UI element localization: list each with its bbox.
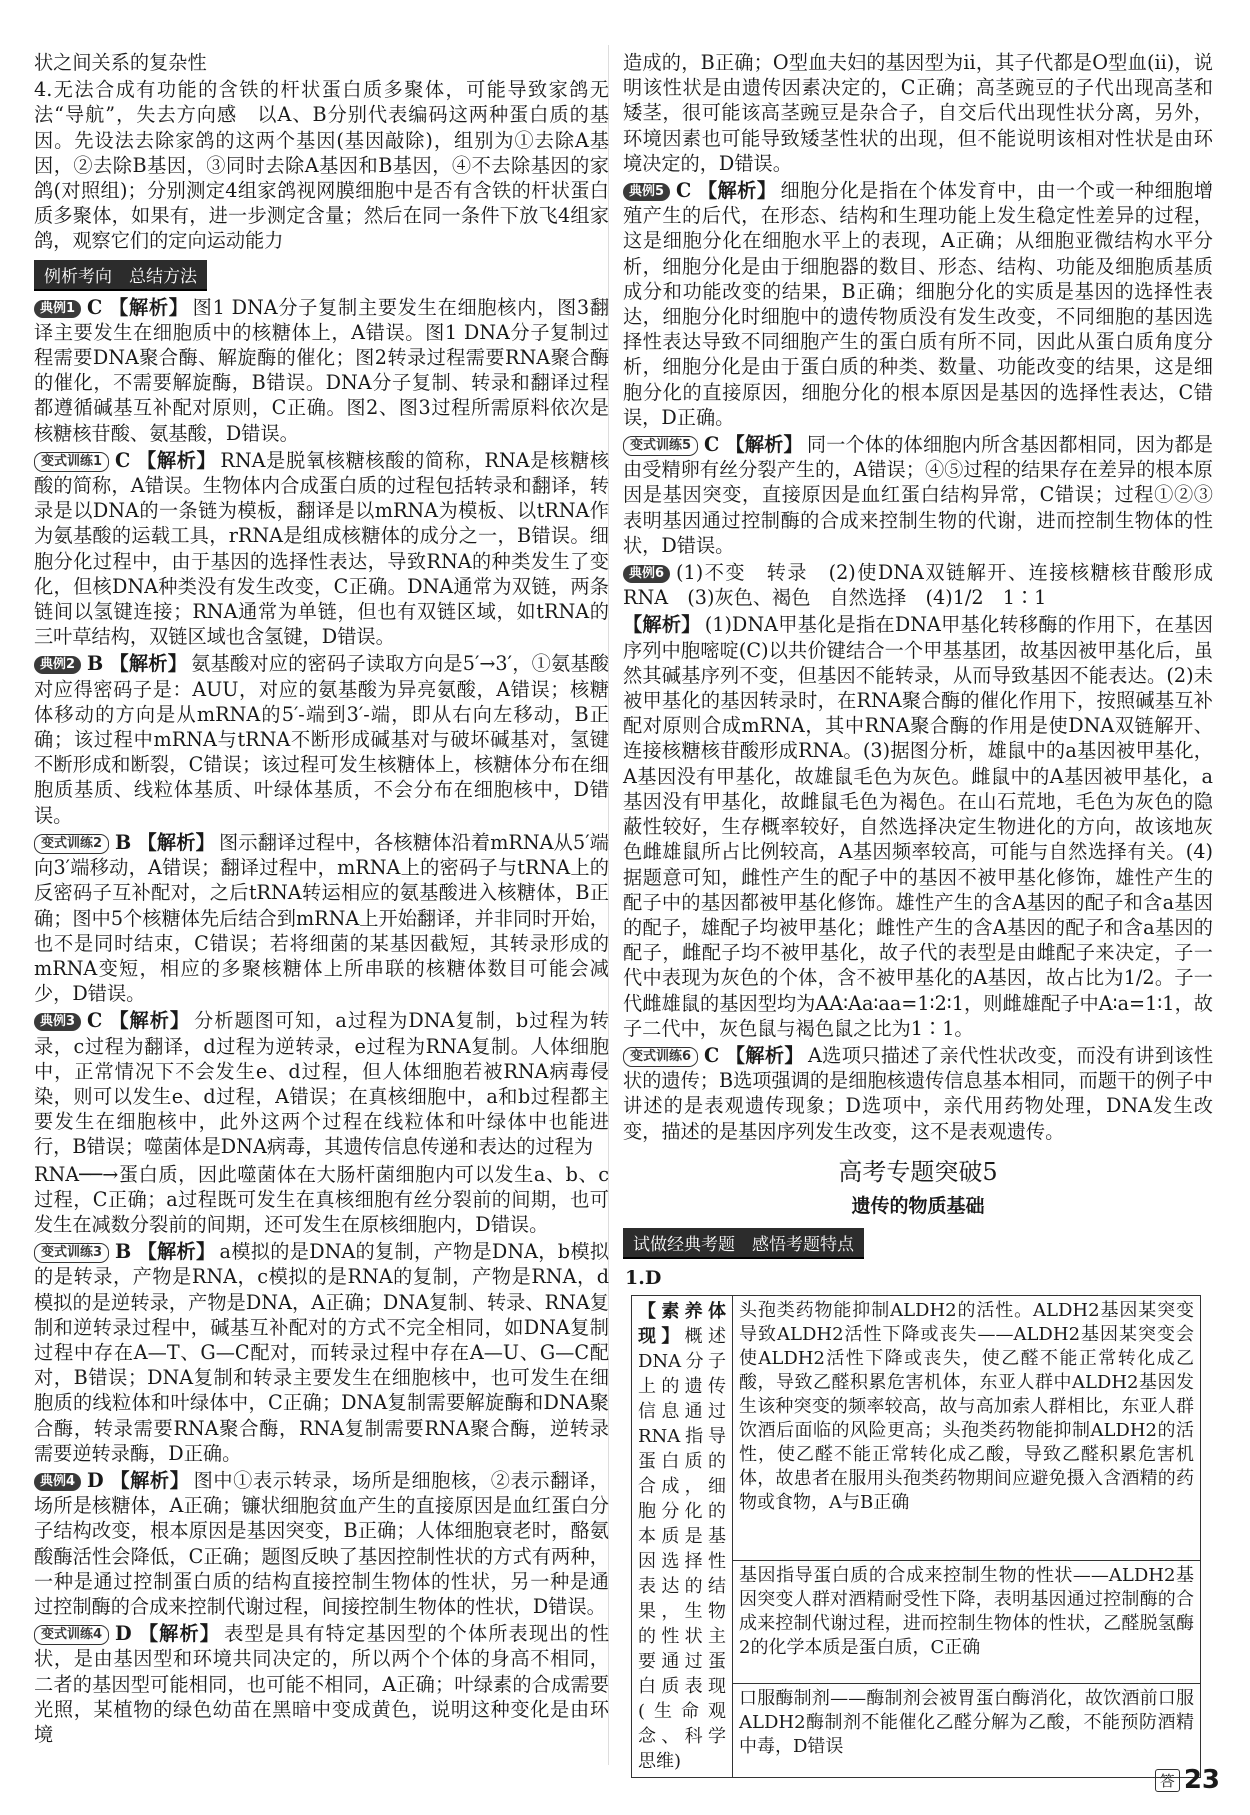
analysis-tag: 【解析】: [725, 433, 803, 457]
explanation-text: 表型是具有特定基因型的个体所表现出的性状，是由基因型和环境共同决定的，所以两个个体的身高不相同，二者的基因型可能相同，也可能不相同，A正确；叶绿素的合成需要光照，某植物的绿色幼苗在黑暗中变成黄色，说明这种变化是由环境: [34, 1622, 610, 1746]
explanation-text: (1)不变 转录 (2)使DNA双链解开、连接核糖核苷酸形成RNA (3)灰色、褐色 自然选择 (4)1/2 1∶1: [623, 561, 1213, 610]
explanation-text: 图1 DNA分子复制主要发生在细胞核内，图3翻译主要发生在细胞质中的核糖体上，A错误。图1 DNA分子复制过程需要DNA聚合酶、解旋酶的催化；图2转录过程需要RNA聚合酶的催化，不需要解旋酶，B错误。DNA分子复制、转录和翻译过程都遵循碱基互补配对原则，C正确。图2、图3过程所需原料依次是核糖核苷酸、氨基酸，D错误。: [34, 295, 610, 445]
variant-badge: 变式训练5: [623, 436, 698, 456]
variant-badge: 变式训练4: [34, 1625, 109, 1645]
analysis-tag: 【解析】: [623, 613, 701, 637]
analysis-tag: 【解析】: [136, 448, 217, 472]
answer-letter: C: [676, 179, 692, 203]
section-heading-examples: 例析考向 总结方法: [34, 260, 207, 291]
answer-letter: D: [87, 1468, 104, 1492]
explanation-item: [34, 1468, 609, 1619]
answer-letter: C: [87, 1009, 103, 1033]
left-column: [34, 50, 609, 1749]
answer-letter: C: [87, 295, 103, 319]
explanation-text: a模拟的是DNA的复制，产物是DNA，b模拟的是转录，产物是RNA，c模拟的是RNA的复制，产物是RNA，d模拟的是逆转录，产物是DNA，A正确；DNA复制、转录、RNA复制和逆转录过程中，碱基互补配对的方式不完全相同，如DNA复制过程中存在A—T、G—C配对，而转录过程中存在A—U、G—C配对，B错误；DNA复制和转录主要发生在细胞核中，也可发生在细胞质的线粒体和叶绿体中，C正确；DNA复制需要解旋酶和DNA聚合酶，转录需要RNA聚合酶，RNA复制需要RNA聚合酶，逆转录需要逆转录酶，D正确。: [34, 1240, 610, 1465]
example-badge: 典例6: [623, 565, 670, 583]
analysis-tag: 【解析】: [697, 179, 777, 203]
analysis-tag: 【解析】: [108, 295, 189, 319]
literacy-side-head: 【素养体现】: [638, 1300, 726, 1347]
literacy-table: [631, 1295, 1201, 1778]
answer-letter: B: [115, 1240, 132, 1264]
example-badge: 典例2: [34, 656, 81, 674]
right-continuation: 造成的，B正确；O型血夫妇的基因型为ii，其子代都是O型血(ii)，说明该性状是由遗传因素决定的，C正确；高茎豌豆的子代出现高茎和矮茎，很可能该高茎豌豆是杂合子，自交后代出现性状分离，另外，环境因素也可能导致矮茎性状的出现，但不能说明该相对性状是由环境决定的，D错误。: [623, 51, 1213, 175]
analysis-tag: 【解析】: [109, 652, 188, 676]
explanation-text: A选项只描述了亲代性状改变，而没有讲到该性状的遗传；B选项强调的是细胞核遗传信息基本相同，而题干的例子中讲述的是表观遗传现象；D选项中，亲代用药物处理，DNA发生改变，描述的是基因序列发生改变，这不是表观遗传。: [623, 1043, 1214, 1143]
explanation-text: 同一个体的体细胞内所含基因都相同，因为都是由受精卵有丝分裂产生的，A错误；④⑤过程的结果存在差异的根本原因是基因突变，直接原因是血红蛋白结构异常，C错误；过程①②③表明基因通过控制酶的合成来控制生物的代谢，进而控制生物体的性状，D错误。: [623, 433, 1213, 557]
variant-badge: 变式训练6: [623, 1047, 698, 1067]
explanation-item: [34, 651, 609, 827]
intro-continuation: 状之间关系的复杂性: [34, 51, 207, 74]
explanation-item: [34, 1621, 609, 1747]
example-badge: 典例3: [34, 1013, 81, 1031]
variant-badge: 变式训练2: [34, 834, 109, 854]
example-badge: 典例5: [623, 183, 670, 201]
topic-title: 高考专题突破5: [838, 1157, 998, 1186]
answer-letter: D: [115, 1622, 132, 1646]
right-column: [623, 50, 1213, 1778]
answer-letter: C: [115, 448, 131, 472]
literacy-row-3: 口服酶制剂——酶制剂会被胃蛋白酶消化，故饮酒前口服ALDH2酶制剂不能催化乙醛分解为乙酸，不能预防酒精中毒，D错误: [733, 1683, 1201, 1777]
answer-letter: B: [115, 830, 132, 854]
explanation-item: [34, 1162, 609, 1238]
explanation-item: [34, 295, 609, 446]
analysis-tag: 【解析】: [137, 830, 215, 854]
answer-letter: C: [704, 433, 720, 457]
section-heading-practice: 试做经典考题 感悟考题特点: [623, 1228, 864, 1259]
explanation-item: [623, 432, 1213, 558]
explanation-text: 分析题图可知，a过程为DNA复制，b过程为转录，c过程为翻译，d过程为逆转录，e过程为RNA复制。人体细胞中，正常情况下不会发生e、d过程，但人体细胞若被RNA病毒侵染，则可以发生e、d过程，A错误；在真核细胞中，a和b过程都主要发生在细胞核中，此外这两个过程在线粒体和叶绿体中也能进行，B错误；噬菌体是DNA病毒，其遗传信息传递和表达的过程为: [34, 1009, 609, 1159]
variant-badge: 变式训练1: [34, 452, 109, 472]
analysis-tag: 【解析】: [109, 1468, 190, 1492]
analysis-tag: 【解析】: [137, 1240, 216, 1264]
answer-letter: B: [87, 652, 104, 676]
right-explanations: [623, 178, 1213, 1144]
explanation-text: 图示翻译过程中，各核糖体沿着mRNA从5′端向3′端移动，A错误；翻译过程中，mRNA上的密码子与tRNA上的反密码子互补配对，之后tRNA转运相应的氨基酸进入核糖体，B正确；图中5个核糖体先后结合到mRNA上开始翻译，并非同时开始，也不是同时结束，C错误；若将细菌的某基因截短，其转录形成的mRNA变短，相应的多聚核糖体上所串联的核糖体数目可能会减少，D错误。: [34, 830, 609, 1006]
question-4: 4.无法合成有功能的含铁的杆状蛋白质多聚体，可能导致家鸽无法“导航”，失去方向感 以A、B分别代表编码这两种蛋白质的基因。先设法去除家鸽的这两个基因(基因敲除)，组别为①去除A基因，②去除B基因，③同时去除A基因和B基因，④不去除基因的家鸽(对照组)；分别测定4组家鸽视网膜细胞中是否有含铁的杆状蛋白质多聚体，如果有，进一步测定含量；然后在同一条件下放飞4组家鸽，观察它们的定向运动能力: [34, 78, 609, 253]
example-badge: 典例4: [34, 1473, 81, 1491]
explanation-text: 氨基酸对应的密码子读取方向是5′→3′，①氨基酸对应得密码子是：AUU，对应的氨基酸为异亮氨酸，A错误；核糖体移动的方向是从mRNA的5′-端到3′-端，即从右向左移动，B正确；该过程中mRNA与tRNA不断形成碱基对与破坏碱基对，氢键不断形成和断裂，C错误；该过程可发生核糖体上，核糖体分布在细胞质基质、线粒体基质、叶绿体基质，不会分布在细胞核中，D错误。: [34, 652, 609, 827]
explanation-item: [34, 1008, 609, 1159]
explanation-text: 细胞分化是指在个体发育中，由一个或一种细胞增殖产生的后代，在形态、结构和生理功能上发生稳定性差异的过程，这是细胞分化在细胞水平上的表现，A正确；从细胞亚微结构水平分析，细胞分化是由于细胞器的数目、形态、结构、功能及细胞质基质成分和功能改变的结果，B正确；细胞分化的实质是基因的选择性表达，细胞分化时细胞中的遗传物质没有发生改变，不同细胞的基因选择性表达导致不同细胞产生的蛋白质有所不同，因此从蛋白质角度分析，细胞分化是由于蛋白质的种类、数量、功能改变的结果，这是细胞分化的直接原因，细胞分化的根本原因是基因的选择性表达，C错误，D正确。: [623, 179, 1214, 429]
explanation-item: [34, 1239, 609, 1466]
explanation-item: [623, 178, 1213, 430]
explanation-text: (1)DNA甲基化是指在DNA甲基化转移酶的作用下，在基因序列中胞嘧啶(C)以共价键结合一个甲基基团，故基因被甲基化后，虽然其碱基序列不变，但基因不能转录，从而导致基因不能表达。(2)未被甲基化的基因转录时，在RNA聚合酶的催化作用下，按照碱基互补配对原则合成mRNA，其中RNA聚合酶的作用是使DNA双链解开、连接核糖核苷酸形成RNA。(3)据图分析，雄鼠中的a基因被甲基化，A基因没有甲基化，故雄鼠毛色为灰色。雌鼠中的A基因被甲基化，a基因没有甲基化，故雌鼠毛色为褐色。在山石荒地，毛色为灰色的隐蔽性较好，生存概率较好，自然选择决定生物进化的方向，故该地灰色雌雄鼠所占比例较高，A基因频率较高，可能与自然选择有关。(4)据题意可知，雌性产生的配子中的基因不被甲基化修饰，雄性产生的配子中的基因都被甲基化修饰。雄性产生的含A基因的配子和含a基因的配子，雄配子均被甲基化；雌性产生的含A基因的配子和含a基因的配子，雌配子均不被甲基化，故子代的表型是由雌配子来决定，子一代中表现为灰色的个体，含不被甲基化的A基因，故占比为1/2。子一代雌雄鼠的基因型均为AA∶Aa∶aa=1∶2∶1，则雌雄配子中A∶a=1∶1，故子二代中，灰色鼠与褐色鼠之比为1∶1。: [623, 613, 1213, 1040]
example-badge: 典例1: [34, 300, 81, 318]
literacy-side-text: 概述DNA分子上的遗传信息通过RNA指导蛋白质的合成，细胞分化的本质是基因选择性表达的结果，生物的性状主要通过蛋白质表现(生命观念、科学思维): [638, 1325, 727, 1772]
answer-1: 1.D: [625, 1266, 662, 1289]
variant-badge: 变式训练3: [34, 1243, 109, 1263]
literacy-row-1: 头孢类药物能抑制ALDH2的活性。ALDH2基因某突变导致ALDH2活性下降或丧失——ALDH2基因某突变会使ALDH2活性下降或丧失，使乙醛不能正常转化成乙酸，导致乙醛积累危害机体，东亚人群中ALDH2基因发生该种突变的频率较高，故与高加索人群相比，东亚人群饮酒后面临的风险更高；头孢类药物能抑制ALDH2的活性，使乙醛不能正常转化成乙酸，导致乙醛积累危害机体，故患者在服用头孢类药物期间应避免摄入含酒精的药物或食物，A与B正确: [733, 1295, 1201, 1560]
page-number: 23: [1183, 1765, 1220, 1795]
explanation-text: RNA──→蛋白质，因此噬菌体在大肠杆菌细胞内可以发生a、b、c过程，C正确；a过程既可发生在真核细胞有丝分裂前的间期，也可发生在减数分裂前的间期，还可发生在原核细胞内，D错误。: [34, 1162, 609, 1236]
explanation-item: [34, 830, 609, 1006]
page-footer: [1155, 1765, 1220, 1795]
explanation-item: [623, 560, 1213, 610]
answer-letter: C: [704, 1043, 720, 1067]
explanation-item: [34, 448, 609, 650]
literacy-row-2: 基因指导蛋白质的合成来控制生物的性状——ALDH2基因突变人群对酒精耐受性下降，表明基因通过控制酶的合成来控制代谢过程，进而控制生物体的性状，乙醛脱氢酶2的化学本质是蛋白质，C正确: [733, 1561, 1201, 1684]
left-explanations: [34, 295, 609, 1748]
analysis-tag: 【解析】: [108, 1009, 191, 1033]
analysis-tag: 【解析】: [137, 1622, 221, 1646]
explanation-text: 图中①表示转录，场所是细胞核，②表示翻译，场所是核糖体，A正确；镰状细胞贫血产生的直接原因是血红蛋白分子结构改变，根本原因是基因突变，B正确；人体细胞衰老时，酪氨酸酶活性会降低，C正确；题图反映了基因控制性状的方式有两种，一种是通过控制蛋白质的结构直接控制生物体的性状，另一种是通过控制酶的合成来控制代谢过程，间接控制生物体的性状，D错误。: [34, 1468, 609, 1618]
topic-subtitle: 遗传的物质基础: [851, 1194, 985, 1217]
answer-label: 答: [1155, 1769, 1180, 1792]
explanation-item: [623, 1043, 1213, 1144]
explanation-item: [623, 612, 1213, 1040]
analysis-tag: 【解析】: [725, 1043, 804, 1067]
literacy-side-cell: [632, 1295, 733, 1777]
explanation-text: RNA是脱氧核糖核酸的简称，RNA是核糖核酸的简称，A错误。生物体内合成蛋白质的过程包括转录和翻译，转录是以DNA的一条链为模板，翻译是以mRNA为模板、以tRNA作为氨基酸的运载工具，rRNA是组成核糖体的成分之一，B错误。细胞分化过程中，由于基因的选择性表达，导致RNA的种类发生了变化，但核DNA种类没有发生改变，C正确。DNA通常为双链，两条链间以氢键连接；RNA通常为单链，但也有双链区域，如tRNA的三叶草结构，双链区域也含氢键，D错误。: [34, 448, 610, 649]
